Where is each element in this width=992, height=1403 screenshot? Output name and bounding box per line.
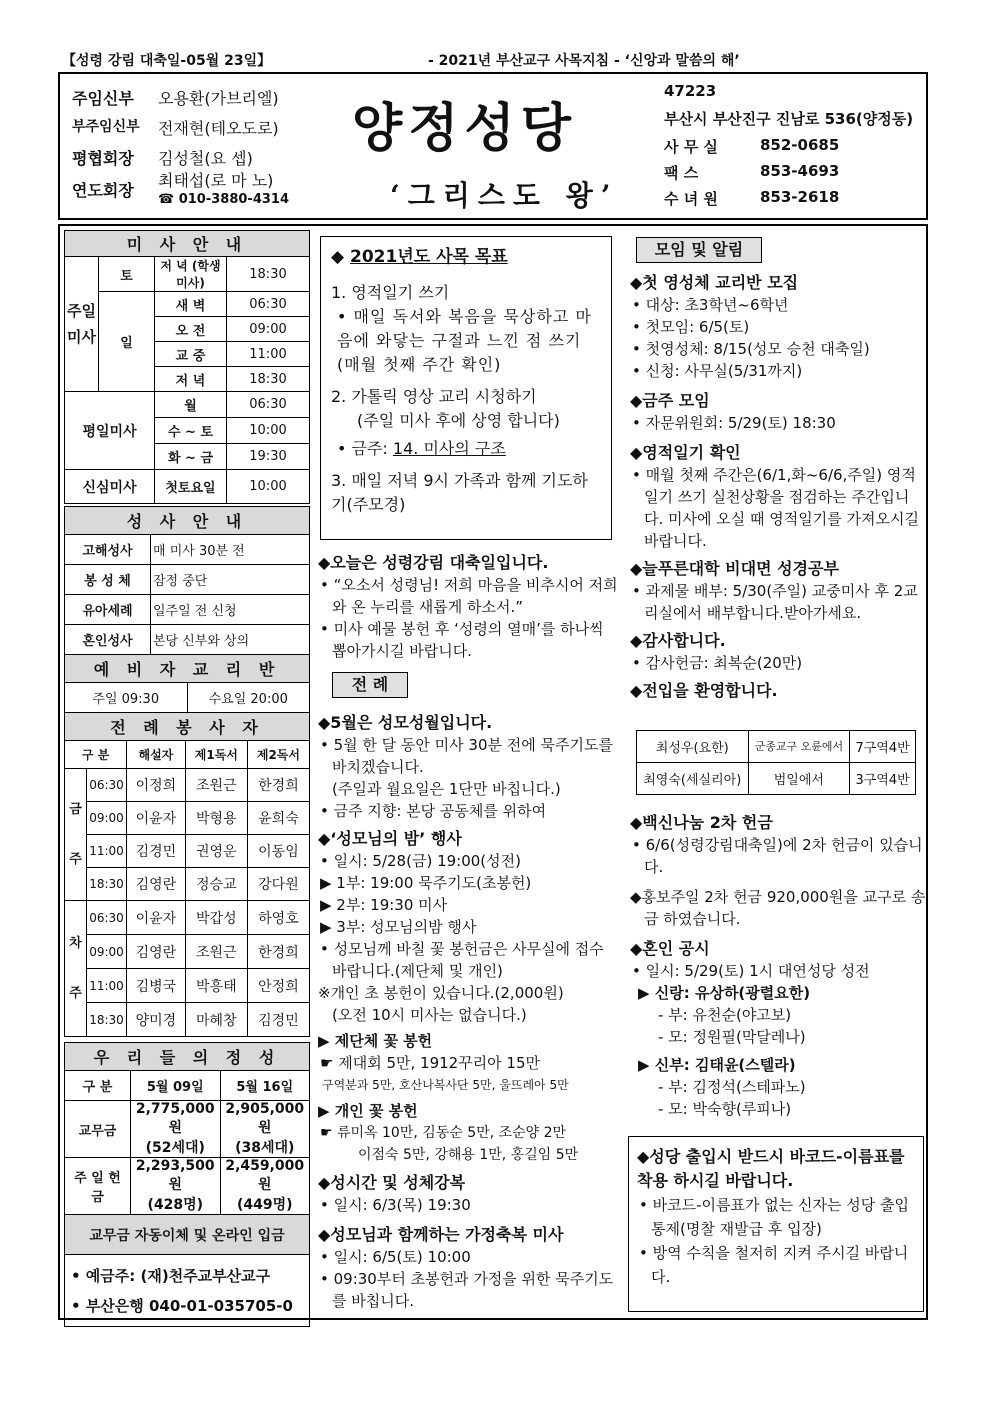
liturgy-notices: ◆5월은 성모성월입니다. • 5월 한 달 동안 미사 30분 전에 묵주기도를 바치겠습니다. (주일과 월요일은 1단만 바칩니다.) • 금주 지향: 본당 공동체를 위하여 ◆‘성모님의 밤’ 행사 • 일시: 5/28(금) 19:00(성전) ▶ 1부: 19:00 묵주기도(초봉헌) ▶ 2부: 19:30 미사 ▶ 3부: 성모님의밤 행사 • 성모님께 바칠 꽃 봉헌금은 사무실에 접수 바랍니다.(제단체 및 개인) ※개인 초 봉헌이 있습니다.(2,000원) (오전 10시 미사는 없습니다.) ▶ 제단체 꽃 봉헌 ☛ 제대회 5만, 1912꾸리아 15만 구역분과 5만, 호산나복사단 5만, 울뜨레아 5만 ▶ 개인 꽃 봉헌 ☛ 류미옥 10만, 김동순 5만, 조순양 2만 이점숙 5만, 강해용 1만, 홍길임 5만 ◆성시간 및 성체강복 • 일시: 6/3(목) 19:30 ◆성모님과 함께하는 가정축복 미사 • 일시: 6/5(토) 10:00 • 09:30부터 초봉헌과 가정을 위한 묵주기도를 바칩니다. — [318, 713, 614, 1310]
liturgy-section-label: 전 례 — [332, 672, 408, 698]
contact-fax: 팩 스 853-4693 — [664, 162, 840, 182]
staff-row: 주임신부 오용환(가브리엘) — [72, 89, 279, 108]
address: 부산시 부산진구 진남로 536(양정동) — [664, 110, 914, 128]
offering-table: 우 리 들 의 정 성 구 분 5월 09일 5월 16일 교무금 2,775,000원 (52세대) 2,905,000원 (38세대) 주 일 헌 금 2,293,500원 (428명) 2,459,000원 (449명) 교무금 자동이체 및 온라인 입금 • 예금주: (재)천주교부산교구 • 부산은행 040-01-035705-0 — [64, 1042, 310, 1327]
right-notices: ◆첫 영성체 교리반 모집 • 대상: 초3학년~6학년 • 첫모임: 6/5(토) • 첫영성체: 8/15(성모 승천 대축일) • 신청: 사무실(5/31까지) ◆금주 모임 • 자문위원회: 5/29(토) 18:30 ◆영적일기 확인 • 매월 첫째 주간은(6/1,화~6/6,주일) 영적일기 쓰기 실천상황을 점검하는 주간입니다. 미사에 오실 때 영적일기를 가져오시길 바랍니다. ◆늘푸른대학 비대면 성경공부 • 과제물 배부: 5/30(주일) 교중미사 후 2교리실에서 배부합니다.받아가세요. ◆감사합니다. • 감사헌금: 최복순(20만) ◆전입을 환영합니다. — [630, 273, 919, 700]
diocese-motto: - 2021년 부산교구 사목지침 - ‘신앙과 말씀의 해’ — [428, 53, 740, 69]
contact-convent: 수 녀 원 853-2618 — [664, 188, 840, 208]
sacrament-table: 성 사 안 내 고해성사 매 미사 30분 전 봉 성 체 잠정 중단 유아세례 일주일 전 신청 혼인성사 본당 신부와 상의 — [64, 506, 310, 655]
phone-number: ☎ 010-3880-4314 — [158, 192, 290, 207]
pastoral-goals-box: ◆ 2021년도 사목 목표 1. 영적일기 쓰기 • 매일 독서와 복음을 묵상하고 마음에 와닿는 구절과 느낀 점 쓰기(매월 첫째 주간 확인) 2. 가톨릭 영상 교리 시청하기 (주일 미사 후에 상영 합니다) • 금주: 14. 미사의 구조 3. 매일 저녁 9시 가족과 함께 기도하기(주모경) — [320, 236, 612, 540]
notice-section-label: 모임 및 알림 — [636, 237, 762, 263]
staff-row: 연도회장 최태섭(로 마 노) — [72, 171, 274, 200]
mass-table: 미 사 안 내 주일미사 토 저 녁 (학생미사) 18:30 일 새 벽 06:30 오 전 09:00 교 중 11:00 저 녁 18:30 평일미사 월 06:30 수 ~ 토 10:00 화 ~ 금 19:30 신심미사 첫토요일 10:00 — [64, 230, 310, 504]
staff-row: 부주임신부 전재현(테오도로) — [72, 119, 279, 138]
servers-table: 전 례 봉 사 자 구 분 해설자 제1독서 제2독서 금주 06:30 이정희 조원근 한경희 09:00 이윤자 박형용 윤희숙 11:00 김경민 권영운 이동임 18:30 김영란 정승교 강다원 차주 06:30 이윤자 박갑성 하영호 09:00 김영란 조원근 한경희 11:00 김병국 박흥태 안정희 18:30 양미경 마혜창 김경민 — [64, 712, 310, 1037]
goal-3: 3. 매일 저녁 9시 가족과 함께 기도하기(주모경) — [331, 471, 588, 514]
parish-subtitle: ‘그리스도 왕’ — [390, 179, 619, 212]
welcome-table: 최성우(요한) 군종교구 오륜에서 7구역4반 최영숙(세실리아) 범일에서 3구역4반 — [636, 730, 916, 795]
video-topic: 14. 미사의 구조 — [392, 439, 506, 458]
goals-title: 2021년도 사목 목표 — [350, 247, 508, 267]
sunday-mass-label: 주일미사 — [65, 257, 99, 392]
barcode-notice-box: ◆성당 출입시 받드시 바코드-이름표를 착용 하시길 바랍니다. • 바코드-이름표가 없는 신자는 성당 출입 통제(명찰 재발급 후 입장) • 방역 수칙을 철저히 지켜 주시길 바랍니다. — [628, 1136, 924, 1312]
contact-office: 사 무 실 852-0685 — [664, 136, 840, 156]
parish-title: 양정성당 — [352, 98, 577, 159]
zip-code: 47223 — [664, 82, 717, 100]
goal-2: 2. 가톨릭 영상 교리 시청하기 — [331, 387, 537, 406]
staff-row: 평협회장 김성철(요 셉) — [72, 149, 253, 168]
edition-label: 【성령 강림 대축일-05월 23일】 — [62, 53, 272, 69]
middle-notices: ◆오늘은 성령강림 대축일입니다. • “오소서 성령님! 저희 마음을 비추시어 저희와 온 누리를 새롭게 하소서.” • 미사 예물 봉헌 후 ‘성령의 열매’를 하나씩 뽑아가시길 바랍니다. — [318, 553, 618, 660]
right-notices-2: ◆백신나눔 2차 헌금 • 6/6(성령강림대축일)에 2차 헌금이 있습니다. ◆홍보주일 2차 헌금 920,000원을 교구로 송금 하였습니다. ◆혼인 공시 • 일시: 5/29(토) 1시 대연성당 성전 ▶ 신랑: 유상하(광렬요한) - 부: 유천순(야고보) - 모: 정원필(막달레나) ▶ 신부: 김태윤(스텔라) - 부: 김정석(스테파노) - 모: 박숙향(루피나) — [630, 813, 926, 1118]
goal-1: 1. 영적일기 쓰기 — [331, 283, 450, 302]
catechumen-table: 예 비 자 교 리 반 주일 09:30 수요일 20:00 — [64, 654, 310, 713]
